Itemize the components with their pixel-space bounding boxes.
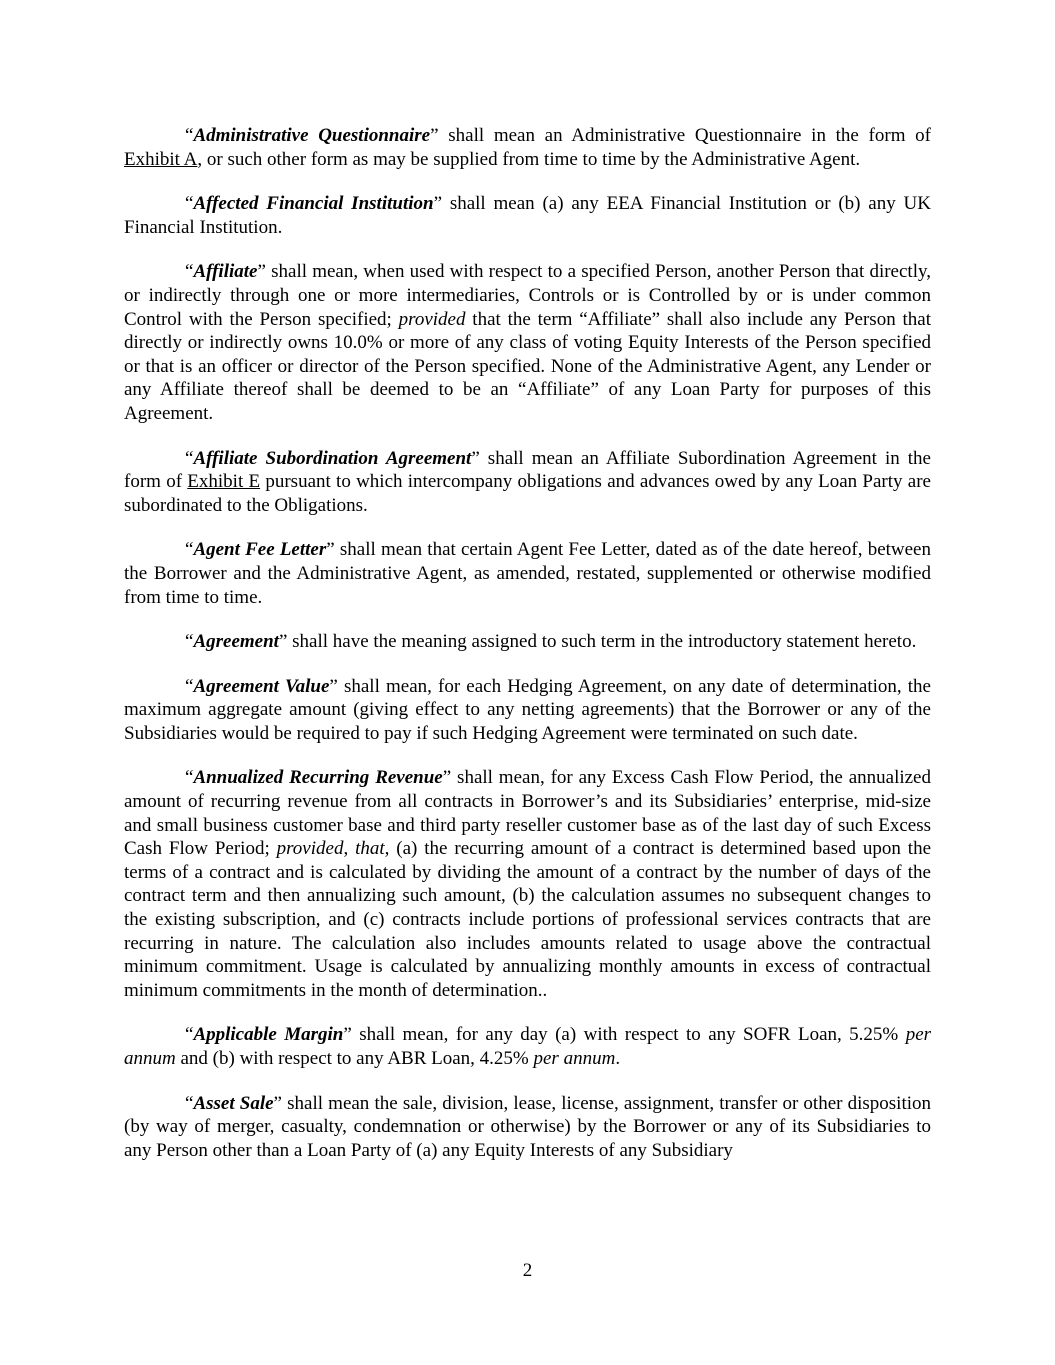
definition-text: shall mean, for any Excess Cash Flow Period, the annualized amount of recurring revenue from all contracts in Borrower’s and its Subsidiaries’ enterprise, mid-size and small business customer base and third party reseller customer base as of the last day of such Excess Cash Flow Period; — [124, 767, 931, 860]
definition-agent-fee-letter: “Agent Fee Letter” shall mean that certain Agent Fee Letter, dated as of the date hereof, between the Borrower and the Administrative Agent, as amended, restated, supplemented or otherwise modified from time to time. — [124, 539, 931, 608]
definition-affiliate: “Affiliate” shall mean, when used with respect to a specified Person, another Person that directly, or indirectly through one or more intermediaries, Controls or is Controlled by or is under common Control with the Person specified; provided that the term “Affiliate” shall also include any Person that directly or indirectly owns 10.0% or more of any class of voting Equity Interests of the Person specified or that is an officer or director of the Person specified. None of the Administrative Agent, any Lender or any Affiliate thereof shall be deemed to be an “Affiliate” of any Loan Party for purposes of this Agreement. — [124, 261, 931, 424]
definition-text: that the term “Affiliate” shall also include any Person that directly or indirectly owns 10.0% or more of any class of voting Equity Interests of the Person specified or that is an officer or director of the Person specified. None of the Administrative Agent, any Lender or any Affiliate thereof shall be deemed to be an “Affiliate” of any Loan Party for purposes of this Agreement. — [124, 308, 931, 424]
definition-text: shall mean, for each Hedging Agreement, on any date of determination, the maximum aggregate amount (giving effect to any netting agreements) that the Borrower or any of the Subsidiaries would be required to pay if such Hedging Agreement were terminated on such date. — [124, 675, 931, 744]
definition-text: shall mean, when used with respect to a specified Person, another Person that directly, or indirectly through one or more intermediaries, Controls or is Controlled by or is under common Control with the Person specified; — [124, 261, 931, 330]
defined-term: Annualized Recurring Revenue — [193, 767, 443, 789]
defined-term: Affiliate Subordination Agreement — [193, 447, 472, 469]
definition-affected-financial-institution: “Affected Financial Institution” shall mean (a) any EEA Financial Institution or (b) any UK Financial Institution. — [124, 193, 931, 238]
defined-term: Administrative Questionnaire — [193, 125, 431, 146]
definition-text: pursuant to which intercompany obligations and advances owed by any Loan Party are subordinated to the Obligations. — [124, 471, 931, 516]
definition-asset-sale: “Asset Sale” shall mean the sale, division, lease, license, assignment, transfer or other disposition (by way of merger, casualty, condemnation or otherwise) by the Borrower or any of its Subsidiaries to any Person other than a Loan Party of (a) any Equity Interests of any Subsidiary — [124, 1092, 932, 1161]
definition-text: shall mean the sale, division, lease, license, assignment, transfer or other disposition (by way of merger, casualty, condemnation or otherwise) by the Borrower or any of its Subsidiaries to any Person other than a Loan Party of (a) any Equity Interests of any Subsidiary — [124, 1092, 932, 1161]
italic-text: per annum — [124, 1024, 932, 1069]
definition-text: shall mean that certain Agent Fee Letter, dated as of the date hereof, between the Borrower and the Administrative Agent, as amended, restated, supplemented or otherwise modified from time to time. — [124, 539, 931, 608]
exhibit-reference: Exhibit A — [124, 148, 198, 170]
defined-term: Agreement — [193, 631, 279, 653]
definition-agreement-value: “Agreement Value” shall mean, for each Hedging Agreement, on any date of determination, the maximum aggregate amount (giving effect to any netting agreements) that the Borrower or any of the Subsidiaries would be required to pay if such Hedging Agreement were terminated on such date. — [124, 675, 931, 744]
definition-text: shall mean (a) any EEA Financial Institution or (b) any UK Financial Institution. — [124, 193, 931, 238]
definition-text: shall mean, for any day (a) with respect to any SOFR Loan, 5.25% — [351, 1024, 906, 1046]
definition-administrative-questionnaire: “Administrative Questionnaire” shall mean an Administrative Questionnaire in the form of Exhibit A, or such other form as may be supplied from time to time by the Administrative Agent. — [124, 125, 931, 170]
definition-text: . — [615, 1048, 621, 1069]
defined-term: Agreement Value — [193, 675, 330, 697]
definition-text: , — [343, 838, 356, 860]
definition-text: shall mean an Affiliate Subordination Agreement in the form of — [124, 447, 931, 493]
exhibit-reference: Exhibit E — [187, 471, 261, 493]
definition-text: shall mean an Administrative Questionnaire in the form of — [438, 125, 931, 146]
definition-text: , (a) the recurring amount of a contract is determined based upon the terms of a contract and is calculated by dividing the amount of a contract by the number of days of the contract term and then annualizing such amount, (b) the calculation assumes no subsequent changes to the existing subscription, and (c) contracts include portions of professional services contracts that are recurring in nature. The calculation also includes amounts related to usage above the contractual minimum commitment. Usage is calculated by annualizing monthly amounts in excess of contractual minimum commitments in the month of determination.. — [124, 838, 932, 1001]
definition-text: shall have the meaning assigned to such term in the introductory statement hereto. — [287, 631, 917, 653]
defined-term: Agent Fee Letter — [193, 539, 327, 561]
italic-text: per annum — [533, 1048, 616, 1069]
defined-term: Applicable Margin — [193, 1024, 344, 1046]
definition-text: , or such other form as may be supplied from time to time by the Administrative Agent. — [197, 148, 861, 170]
defined-term: Affected Financial Institution — [193, 193, 434, 215]
definition-applicable-margin: “Applicable Margin” shall mean, for any day (a) with respect to any SOFR Loan, 5.25% per annum and (b) with respect to any ABR Loan, 4.25% per annum. — [124, 1024, 932, 1069]
defined-term: Asset Sale — [193, 1092, 274, 1114]
definition-agreement: “Agreement” shall have the meaning assigned to such term in the introductory statement hereto. — [185, 631, 917, 653]
defined-term: Affiliate — [193, 261, 258, 283]
document-page — [124, 124, 931, 1183]
definition-text: and (b) with respect to any ABR Loan, 4.25% — [175, 1048, 534, 1069]
italic-text: provided — [276, 838, 344, 860]
italic-text: that — [355, 838, 385, 860]
italic-text: provided — [398, 308, 466, 330]
page-number: 2 — [522, 1260, 533, 1281]
definition-affiliate-subordination-agreement: “Affiliate Subordination Agreement” shall mean an Affiliate Subordination Agreement in the form of Exhibit E pursuant to which intercompany obligations and advances owed by any Loan Party are subordinated to the Obligations. — [124, 447, 931, 516]
definition-annualized-recurring-revenue: “Annualized Recurring Revenue” shall mean, for any Excess Cash Flow Period, the annualized amount of recurring revenue from all contracts in Borrower’s and its Subsidiaries’ enterprise, mid-size and small business customer base and third party reseller customer base as of the last day of such Excess Cash Flow Period; provided, that, (a) the recurring amount of a contract is determined based upon the terms of a contract and is calculated by dividing the amount of a contract by the number of days of the contract term and then annualizing such amount, (b) the calculation assumes no subsequent changes to the existing subscription, and (c) contracts include portions of professional services contracts that are recurring in nature. The calculation also includes amounts related to usage above the contractual minimum commitment. Usage is calculated by annualizing monthly amounts in excess of contractual minimum commitments in the month of determination.. — [124, 767, 932, 1001]
